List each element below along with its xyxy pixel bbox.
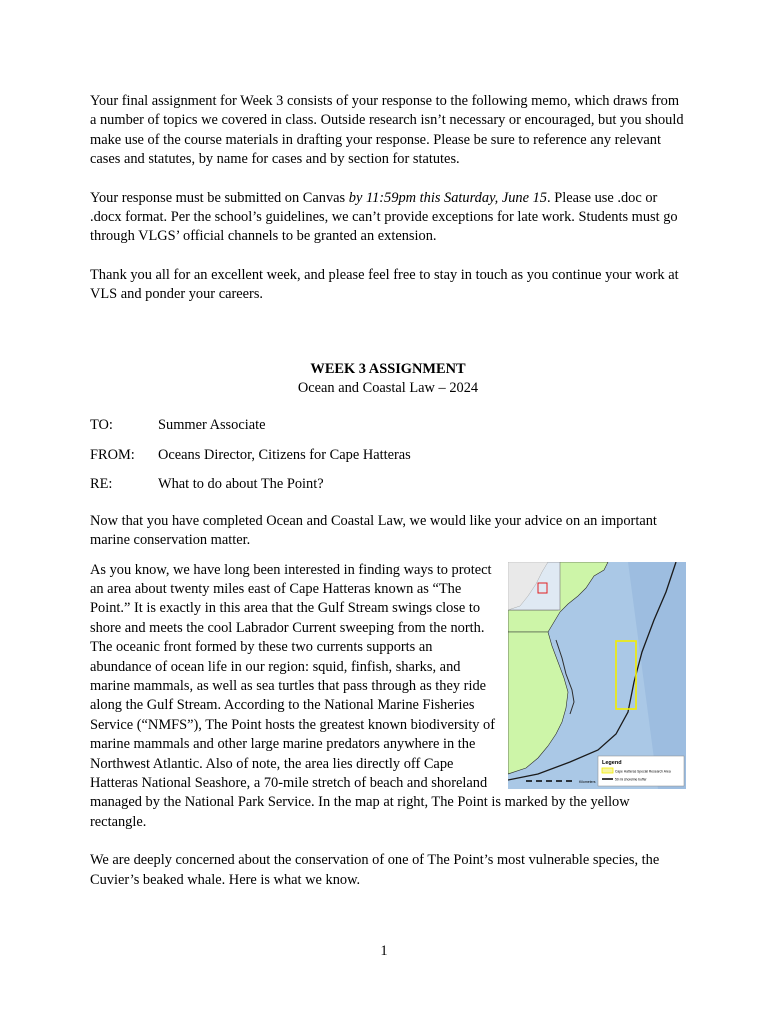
memo-to-label: TO: xyxy=(90,417,113,434)
intro-paragraph-1: Your final assignment for Week 3 consists of your response to the following memo, which draws from a number of topics we covered in class. Outside research isn’t necessary or encouraged, but you should make use of the course materials in drafting your response. Please be sure to reference any relevant cases and statutes, by name for cases and by section for statutes. xyxy=(90,93,684,168)
body-paragraph-1: Now that you have completed Ocean and Coastal Law, we would like your advice on an important marine conservation matter. xyxy=(90,512,657,549)
intro-text-rest: . Please use .doc or .docx format. Per the school’s guidelines, we can’t provide exceptions for late work. Students must go through VLGS’ official channels to be granted an extension. xyxy=(90,189,678,245)
map-image xyxy=(508,562,686,789)
memo-re-value: What to do about The Point? xyxy=(158,476,324,493)
assignment-subtitle: Ocean and Coastal Law – 2024 xyxy=(297,380,479,397)
body-paragraph-3: We are deeply concerned about the conservation of one of The Point’s most vulnerable species, the Cuvier’s beaked whale. Here is what we know. xyxy=(90,852,660,888)
page-number: 1 xyxy=(380,943,388,959)
memo-from-row xyxy=(90,446,686,465)
memo-re-label: RE: xyxy=(90,476,113,493)
memo-re-row xyxy=(90,475,686,494)
legend-item-1: Cape Hatteras Special Research Area xyxy=(615,769,671,773)
intro-paragraph-3: Thank you all for an excellent week, and please feel free to stay in touch as you continue your work at VLS and ponder your careers. xyxy=(90,266,679,303)
deadline-text: by 11:59pm this Saturday, June 15 xyxy=(348,189,548,206)
body-paragraph-2: As you know, we have long been interested in finding ways to protect an area about twenty miles east of Cape Hatteras known as “The Point.” It is exactly in this area that the Gulf Stream swings close to shore and meets the cool Labrador Current sweeping from the north. The oceanic front formed by these two currents supports an abundance of ocean life in our region: squid, finfish, sharks, and marine mammals, as well as sea turtles that pass through as they ride along the Gulf Stream. According to the National Marine Fisheries Service (“NMFS”), The Point hosts the greatest known biodiversity of marine mammals and other large marine predators anywhere in the Northwest Atlantic. Also of note, the area lies directly off Cape Hatteras National Seashore, a 70-mile stretch of beach and shoreland managed by the National Park Service. In the map at right, The Point is marked by the yellow rectangle. xyxy=(90,561,630,830)
scale-label: Kilometers xyxy=(579,779,596,784)
legend-swatch-area xyxy=(602,768,613,773)
memo-header xyxy=(90,416,686,494)
document-page xyxy=(90,92,686,890)
memo-to-value: Summer Associate xyxy=(158,417,266,434)
legend-title: Legend xyxy=(602,759,622,766)
cape-hatteras-map xyxy=(508,562,686,789)
intro-text: Your response must be submitted on Canvas xyxy=(90,189,349,206)
legend-item-2: 50 mi shoreline buffer xyxy=(615,777,647,781)
memo-from-label: FROM: xyxy=(90,446,135,463)
memo-from-value: Oceans Director, Citizens for Cape Hatteras xyxy=(158,446,411,463)
assignment-heading xyxy=(90,360,686,399)
memo-to-row xyxy=(90,416,686,435)
assignment-title: WEEK 3 ASSIGNMENT xyxy=(310,360,466,377)
intro-paragraph-2 xyxy=(90,189,686,247)
